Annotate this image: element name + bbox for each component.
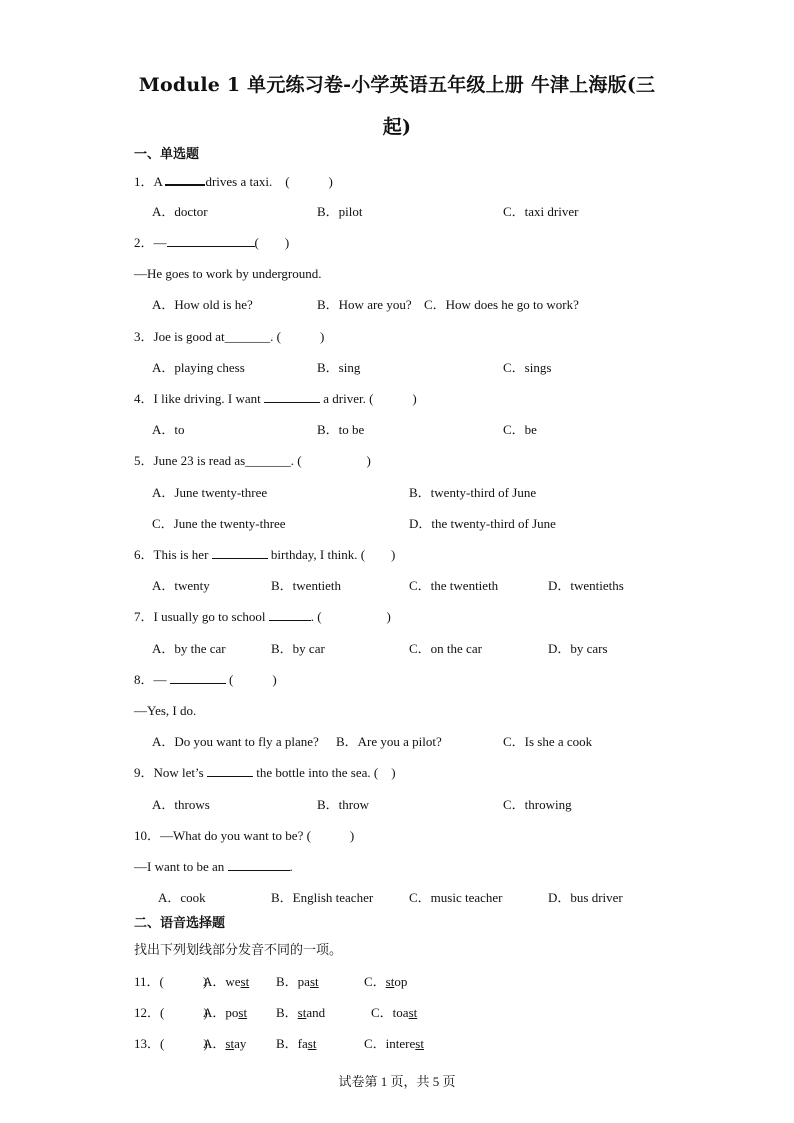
q11-option-a[interactable]: A．west: [203, 974, 250, 989]
q1-option-a[interactable]: A．doctor: [152, 204, 208, 219]
q5-option-a[interactable]: A．June twenty-three: [152, 485, 268, 500]
question-2-reply: —He goes to work by underground.: [134, 266, 322, 281]
question-11: 11．( ): [134, 974, 208, 989]
question-8-reply: —Yes, I do.: [134, 703, 197, 718]
q12-option-b[interactable]: B．stand: [276, 1005, 326, 1020]
q3-option-c[interactable]: C．sings: [503, 360, 552, 375]
q9-option-a[interactable]: A．throws: [152, 797, 210, 812]
q13-option-a[interactable]: A．stay: [203, 1036, 247, 1051]
q12-option-a[interactable]: A．post: [203, 1005, 248, 1020]
q9-option-b[interactable]: B．throw: [317, 797, 370, 812]
q1-option-c[interactable]: C．taxi driver: [503, 204, 579, 219]
phonics-instruction: 找出下列划线部分发音不同的一项。: [134, 942, 343, 957]
question-13: 13．( ): [134, 1036, 208, 1051]
q2-option-a[interactable]: A．How old is he?: [152, 297, 253, 312]
question-3: 3．Joe is good at_______. ( ): [134, 329, 325, 344]
question-7: 7．I usually go to school . ( ): [134, 609, 391, 624]
section-heading-phonics: 二、语音选择题: [134, 916, 226, 931]
question-8: 8．— ( ): [134, 672, 277, 687]
answer-blank: [170, 671, 226, 684]
q1-option-b[interactable]: B．pilot: [317, 204, 363, 219]
q11-option-c[interactable]: C．stop: [364, 974, 408, 989]
q5-option-c[interactable]: C．June the twenty-three: [152, 516, 286, 531]
q13-option-c[interactable]: C．interest: [364, 1036, 424, 1051]
exam-title-line1: Module 1 单元练习卷-小学英语五年级上册 牛津上海版(三: [138, 74, 656, 96]
q4-option-b[interactable]: B．to be: [317, 422, 365, 437]
q6-option-d[interactable]: D．twentieths: [548, 578, 624, 593]
answer-blank: [269, 608, 311, 621]
question-12: 12．( ): [134, 1005, 208, 1020]
q4-option-a[interactable]: A．to: [152, 422, 185, 437]
q4-option-c[interactable]: C．be: [503, 422, 537, 437]
page-footer: 试卷第 1 页，共 5 页: [338, 1074, 456, 1089]
exam-title-line2: 起): [382, 116, 412, 138]
question-2: 2．— ( ): [134, 235, 290, 250]
q5-option-b[interactable]: B．twenty-third of June: [409, 485, 537, 500]
question-1: 1．A drives a taxi. ( ): [134, 174, 333, 189]
q8-option-b[interactable]: B．Are you a pilot?: [336, 734, 442, 749]
q5-option-d[interactable]: D．the twenty-third of June: [409, 516, 556, 531]
q8-option-c[interactable]: C．Is she a cook: [503, 734, 593, 749]
q7-option-d[interactable]: D．by cars: [548, 641, 608, 656]
question-10-reply: —I want to be an .: [134, 859, 293, 874]
q10-option-c[interactable]: C．music teacher: [409, 890, 503, 905]
q2-option-c[interactable]: C．How does he go to work?: [424, 297, 579, 312]
q11-option-b[interactable]: B．past: [276, 974, 319, 989]
q10-option-d[interactable]: D．bus driver: [548, 890, 623, 905]
answer-blank: [207, 764, 253, 777]
q7-option-b[interactable]: B．by car: [271, 641, 325, 656]
q13-option-b[interactable]: B．fast: [276, 1036, 317, 1051]
q2-option-b[interactable]: B．How are you?: [317, 297, 412, 312]
answer-blank: [264, 390, 320, 403]
q6-option-c[interactable]: C．the twentieth: [409, 578, 499, 593]
question-5: 5．June 23 is read as_______. ( ): [134, 453, 371, 468]
q10-option-a[interactable]: A．cook: [158, 890, 206, 905]
question-10: 10．—What do you want to be? ( ): [134, 828, 355, 843]
answer-blank: [165, 172, 205, 186]
q10-option-b[interactable]: B．English teacher: [271, 890, 374, 905]
question-6: 6．This is her birthday, I think. ( ): [134, 547, 396, 562]
answer-blank: [228, 858, 290, 871]
q6-option-b[interactable]: B．twentieth: [271, 578, 342, 593]
q7-option-a[interactable]: A．by the car: [152, 641, 226, 656]
answer-blank: [212, 546, 268, 559]
q12-option-c[interactable]: C．toast: [371, 1005, 418, 1020]
answer-blank: [167, 234, 255, 247]
q6-option-a[interactable]: A．twenty: [152, 578, 210, 593]
q3-option-b[interactable]: B．sing: [317, 360, 361, 375]
q3-option-a[interactable]: A．playing chess: [152, 360, 245, 375]
section-heading-single-choice: 一、单选题: [134, 147, 200, 162]
question-4: 4．I like driving. I want a driver. ( ): [134, 391, 417, 406]
question-9: 9．Now let’s the bottle into the sea. ( ): [134, 765, 396, 780]
q8-option-a[interactable]: A．Do you want to fly a plane?: [152, 734, 319, 749]
q7-option-c[interactable]: C．on the car: [409, 641, 482, 656]
q9-option-c[interactable]: C．throwing: [503, 797, 572, 812]
